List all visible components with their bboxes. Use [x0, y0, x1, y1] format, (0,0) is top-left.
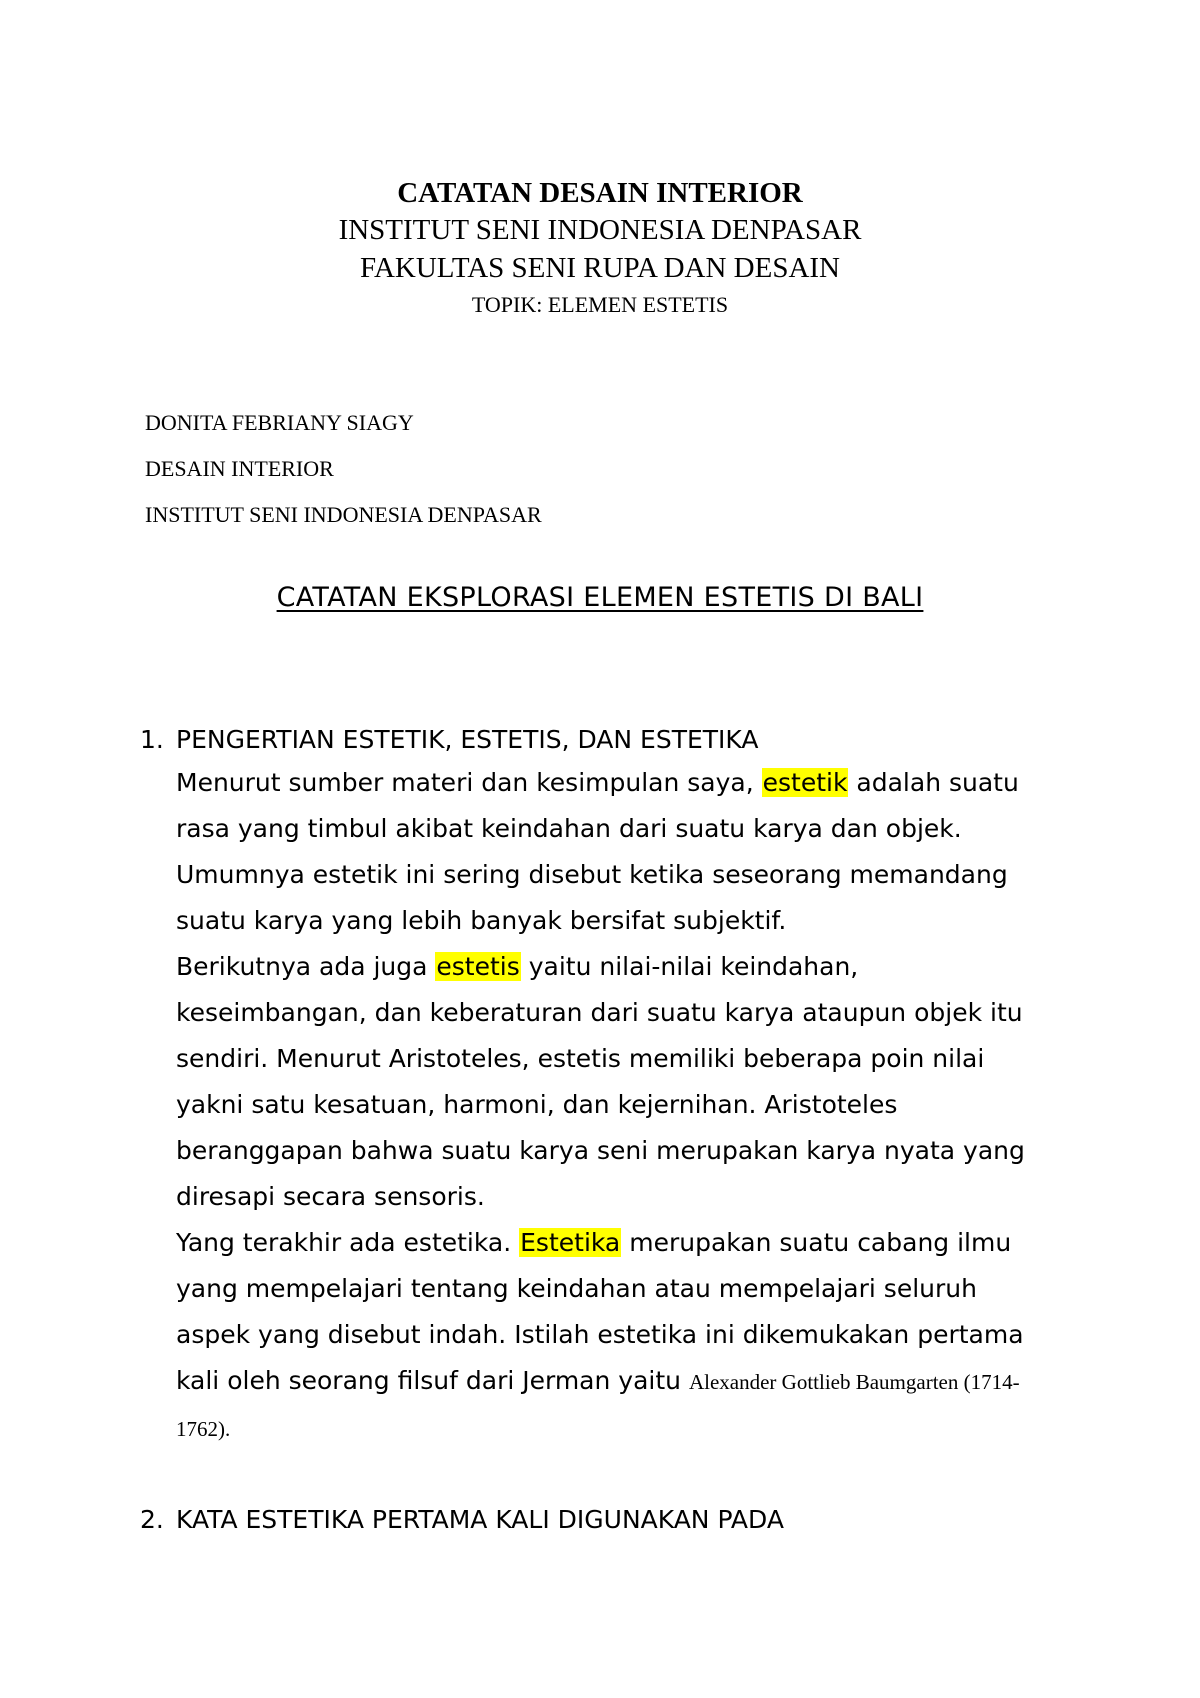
paragraph-text: Menurut sumber materi dan kesimpulan saya,: [176, 768, 762, 797]
section-title: PENGERTIAN ESTETIK, ESTETIS, DAN ESTETIKA: [176, 725, 759, 754]
highlighted-term: estetis: [436, 952, 520, 981]
author-institution: INSTITUT SENI INDONESIA DENPASAR: [145, 502, 542, 527]
paragraph-text: adalah suatu rasa yang timbul akibat keindahan dari suatu karya dan objek. Umumnya estetik ini sering disebut ketika seseorang memandang suatu karya yang lebih banyak bersifat subjektif.: [176, 768, 1019, 935]
header-topic: TOPIK: ELEMEN ESTETIS: [471, 292, 729, 317]
section-1: [140, 720, 1060, 1452]
paragraph-estetis: [176, 944, 1056, 1220]
paragraph-text: yaitu nilai-nilai keindahan, keseimbangan, dan keberaturan dari suatu karya ataupun objek itu sendiri. Menurut Aristoteles, estetis memiliki beberapa poin nilai yakni satu kesatuan, harmoni, dan kejernihan. Aristoteles beranggapan bahwa suatu karya seni merupakan karya nyata yang diresapi secara sensoris.: [176, 952, 1025, 1211]
section-heading: [140, 1500, 1060, 1540]
section-number: 2.: [140, 1505, 164, 1534]
header-title: CATATAN DESAIN INTERIOR: [397, 177, 803, 209]
header-institution: INSTITUT SENI INDONESIA DENPASAR: [338, 214, 862, 246]
author-block: [145, 400, 542, 538]
paragraph-estetika: [176, 1220, 1056, 1452]
author-program: DESAIN INTERIOR: [145, 456, 334, 481]
section-body: [176, 760, 1056, 1452]
paragraph-text: Yang terakhir ada estetika.: [176, 1228, 520, 1257]
highlighted-term: estetik: [762, 768, 848, 797]
section-2: [140, 1500, 1060, 1540]
paragraph-text: Berikutnya ada juga: [176, 952, 436, 981]
section-heading: [140, 720, 1060, 760]
reference-citation: Alexander Gottlieb Baumgarten (1714-1762).: [176, 1370, 1020, 1441]
paragraph-text: merupakan suatu cabang ilmu yang mempelajari tentang keindahan atau mempelajari seluruh aspek yang disebut indah. Istilah estetika ini dikemukakan pertama kali oleh seorang filsuf dari Jerman yaitu: [176, 1228, 1024, 1395]
section-number: 1.: [140, 725, 164, 754]
highlighted-term: Estetika: [520, 1228, 621, 1257]
paragraph-estetik: [176, 760, 1056, 944]
author-name: DONITA FEBRIANY SIAGY: [145, 410, 414, 435]
header-faculty: FAKULTAS SENI RUPA DAN DESAIN: [359, 252, 840, 284]
document-title: CATATAN EKSPLORASI ELEMEN ESTETIS DI BALI: [276, 582, 924, 613]
document-header: [0, 175, 1200, 321]
section-title: KATA ESTETIKA PERTAMA KALI DIGUNAKAN PADA: [176, 1505, 784, 1534]
